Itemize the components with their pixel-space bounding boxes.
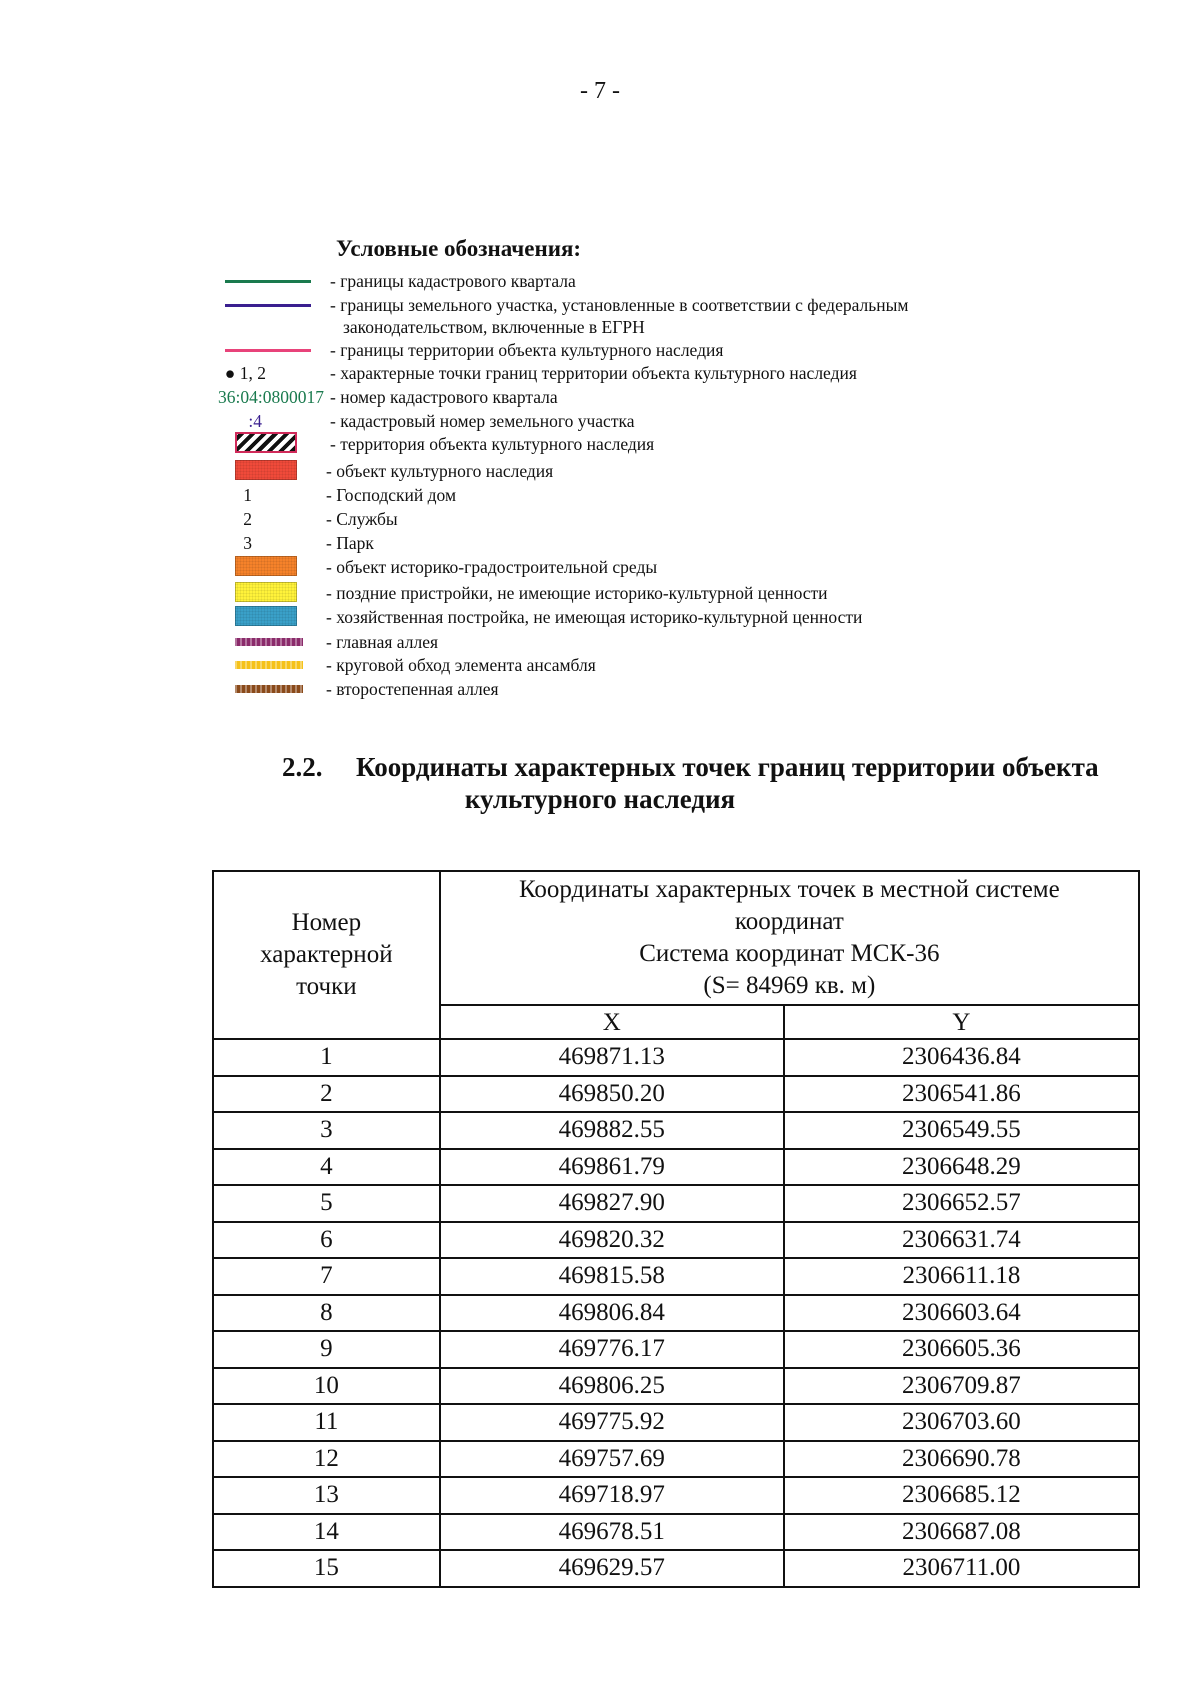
legend-symbol	[180, 270, 324, 292]
table-row	[213, 1222, 1139, 1259]
legend-symbol	[180, 508, 324, 530]
point-number-cell: 7	[213, 1258, 440, 1295]
table-row	[213, 1368, 1139, 1405]
point-number-cell: 4	[213, 1149, 440, 1186]
legend-text: - Парк	[326, 533, 374, 553]
point-number-cell: 2	[213, 1076, 440, 1113]
legend-text: - круговой обход элемента ансамбля	[326, 655, 596, 675]
legend-symbol	[180, 532, 324, 554]
legend-symbol	[180, 654, 324, 676]
col-header-x: X	[440, 1005, 784, 1039]
legend-symbol	[180, 460, 324, 482]
x-coordinate-cell: 469827.90	[440, 1185, 784, 1222]
point-number-cell: 15	[213, 1550, 440, 1587]
x-coordinate-cell: 469820.32	[440, 1222, 784, 1259]
y-coordinate-cell: 2306603.64	[784, 1295, 1139, 1332]
y-coordinate-cell: 2306611.18	[784, 1258, 1139, 1295]
legend-symbol	[180, 386, 324, 408]
legend-text: - главная аллея	[326, 632, 439, 652]
legend-symbol	[180, 433, 324, 455]
point-number-cell: 12	[213, 1441, 440, 1478]
point-label: ● 1, 2	[224, 363, 266, 383]
legend-text: - территория объекта культурного наследия	[330, 434, 655, 454]
table-row	[213, 1404, 1139, 1441]
legend-item	[180, 508, 1080, 530]
legend-item	[180, 270, 1080, 292]
x-coordinate-cell: 469757.69	[440, 1441, 784, 1478]
x-coordinate-cell: 469871.13	[440, 1039, 784, 1076]
legend-symbol	[180, 606, 324, 628]
y-coordinate-cell: 2306549.55	[784, 1112, 1139, 1149]
point-number-cell: 5	[213, 1185, 440, 1222]
legend-text: - хозяйственная постройка, не имеющая историко-культурной ценности	[326, 607, 863, 627]
legend-text: - номер кадастрового квартала	[330, 387, 558, 407]
legend-symbol	[180, 678, 324, 700]
legend-text: - Господский дом	[326, 485, 457, 505]
x-coordinate-cell: 469850.20	[440, 1076, 784, 1113]
table-row	[213, 1076, 1139, 1113]
x-coordinate-cell: 469678.51	[440, 1514, 784, 1551]
table-row	[213, 1441, 1139, 1478]
legend-symbol	[180, 582, 324, 604]
legend-item	[180, 460, 1080, 482]
x-coordinate-cell: 469629.57	[440, 1550, 784, 1587]
legend-item	[180, 433, 1080, 455]
table-row	[213, 1550, 1139, 1587]
col-header-coordinates: Координаты характерных точек в местной системе координат Система координат МСК-36 (S= 84969 кв. м)	[440, 871, 1139, 1005]
legend-text: - поздние пристройки, не имеющие историко-культурной ценности	[326, 583, 828, 603]
x-coordinate-cell: 469806.25	[440, 1368, 784, 1405]
legend-item	[180, 316, 1080, 338]
legend-item	[180, 606, 1080, 628]
legend-item	[180, 484, 1080, 506]
x-coordinate-cell: 469775.92	[440, 1404, 784, 1441]
legend-symbol	[180, 410, 324, 432]
y-coordinate-cell: 2306648.29	[784, 1149, 1139, 1186]
legend-item	[180, 556, 1080, 578]
x-coordinate-cell: 469806.84	[440, 1295, 784, 1332]
line-swatch	[225, 280, 311, 283]
section-title-line2: культурного наследия	[464, 784, 736, 814]
table-row	[213, 1258, 1139, 1295]
table-row	[213, 1185, 1139, 1222]
point-number-cell: 10	[213, 1368, 440, 1405]
point-number-cell: 11	[213, 1404, 440, 1441]
legend-item	[180, 410, 1080, 432]
table-row	[213, 1331, 1139, 1368]
point-number-cell: 1	[213, 1039, 440, 1076]
dot-icon: ●	[224, 363, 240, 383]
legend-item	[180, 532, 1080, 554]
section-number: 2.2.	[282, 752, 323, 782]
legend-text: - характерные точки границ территории объекта культурного наследия	[330, 363, 857, 383]
y-coordinate-cell: 2306690.78	[784, 1441, 1139, 1478]
line-swatch	[225, 304, 311, 307]
legend-item	[180, 362, 1080, 384]
legend-label: 1	[243, 485, 252, 505]
legend-symbol	[180, 316, 324, 338]
table-row	[213, 1112, 1139, 1149]
x-coordinate-cell: 469718.97	[440, 1477, 784, 1514]
table-row	[213, 1295, 1139, 1332]
legend-item	[180, 582, 1080, 604]
legend-text: - границы территории объекта культурного наследия	[330, 340, 724, 360]
hatch-swatch	[235, 432, 297, 453]
legend-symbol	[180, 294, 324, 316]
legend-text: - второстепенная аллея	[326, 679, 499, 699]
legend-label: 2	[243, 509, 252, 529]
table-row	[213, 1514, 1139, 1551]
point-number-cell: 8	[213, 1295, 440, 1332]
legend-text: законодательством, включенные в ЕГРН	[343, 317, 645, 337]
legend-symbol	[180, 362, 324, 384]
col-header-y: Y	[784, 1005, 1139, 1039]
y-coordinate-cell: 2306703.60	[784, 1404, 1139, 1441]
legend-title: Условные обозначения:	[336, 236, 582, 261]
page-number: - 7 -	[580, 78, 620, 104]
legend-item	[180, 678, 1080, 700]
y-coordinate-cell: 2306685.12	[784, 1477, 1139, 1514]
legend-symbol	[180, 631, 324, 653]
col-header-point-number: Номер характерной точки	[213, 871, 440, 1039]
section-title-line1: Координаты характерных точек границ территории объекта	[356, 752, 1099, 782]
legend-symbol	[180, 339, 324, 361]
point-number-cell: 14	[213, 1514, 440, 1551]
x-coordinate-cell: 469861.79	[440, 1149, 784, 1186]
legend-text: - границы кадастрового квартала	[330, 271, 576, 291]
y-coordinate-cell: 2306541.86	[784, 1076, 1139, 1113]
legend-symbol	[180, 484, 324, 506]
legend-label: 36:04:0800017	[218, 387, 324, 407]
y-coordinate-cell: 2306652.57	[784, 1185, 1139, 1222]
y-coordinate-cell: 2306709.87	[784, 1368, 1139, 1405]
legend-item	[180, 654, 1080, 676]
legend-text: - Службы	[326, 509, 398, 529]
point-number-cell: 3	[213, 1112, 440, 1149]
table-row	[213, 1039, 1139, 1076]
y-coordinate-cell: 2306605.36	[784, 1331, 1139, 1368]
y-coordinate-cell: 2306436.84	[784, 1039, 1139, 1076]
legend-symbol	[180, 556, 324, 578]
path-swatch	[235, 661, 303, 669]
x-coordinate-cell: 469815.58	[440, 1258, 784, 1295]
y-coordinate-cell: 2306687.08	[784, 1514, 1139, 1551]
point-number-cell: 6	[213, 1222, 440, 1259]
table-row	[213, 1477, 1139, 1514]
coordinates-table	[212, 870, 1140, 1588]
path-swatch	[235, 685, 303, 693]
fill-swatch	[235, 606, 297, 626]
y-coordinate-cell: 2306631.74	[784, 1222, 1139, 1259]
legend-item	[180, 339, 1080, 361]
y-coordinate-cell: 2306711.00	[784, 1550, 1139, 1587]
point-number-cell: 9	[213, 1331, 440, 1368]
legend-text: - границы земельного участка, установленные в соответствии с федеральным	[330, 295, 909, 315]
legend-item	[180, 386, 1080, 408]
fill-swatch	[235, 556, 297, 576]
fill-swatch	[235, 460, 297, 480]
legend-text: - объект культурного наследия	[326, 461, 554, 481]
legend-text: - объект историко-градостроительной среды	[326, 557, 658, 577]
legend-item	[180, 294, 1080, 316]
legend-item	[180, 631, 1080, 653]
legend-label: 3	[243, 533, 252, 553]
x-coordinate-cell: 469776.17	[440, 1331, 784, 1368]
line-swatch	[225, 349, 311, 352]
fill-swatch	[235, 582, 297, 602]
legend-text: - кадастровый номер земельного участка	[330, 411, 635, 431]
point-number-cell: 13	[213, 1477, 440, 1514]
legend-label: :4	[248, 411, 262, 431]
path-swatch	[235, 638, 303, 646]
x-coordinate-cell: 469882.55	[440, 1112, 784, 1149]
table-row	[213, 1149, 1139, 1186]
